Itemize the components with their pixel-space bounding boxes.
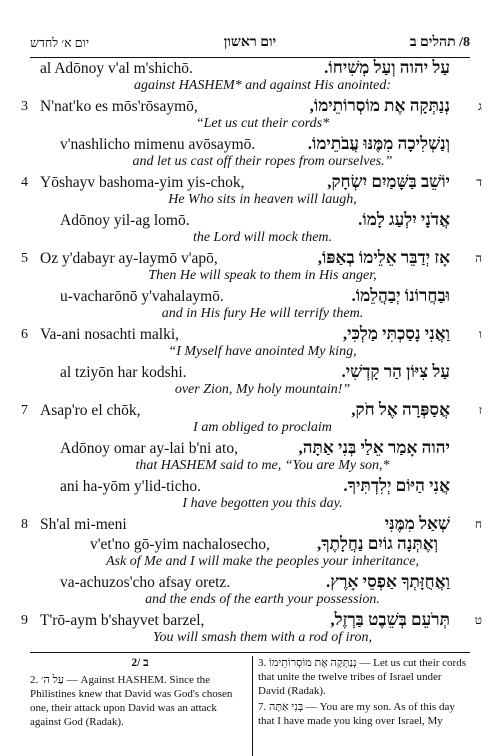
translation: Ask of Me and I will make the peoples your inheritance,: [106, 554, 419, 569]
transliteration: Yōshayv bashoma-yim yis-chok,: [40, 174, 245, 191]
hebrew-text: אֲדֹנָי יִלְעַג לָמוֹ.: [358, 210, 450, 229]
transliteration: u-vacharōnō y'vahalaymō.: [60, 288, 224, 305]
verse-number: 8: [21, 517, 28, 532]
verse-line: [0, 362, 500, 382]
verse-line: [0, 534, 500, 554]
translation: I have begotten you this day.: [182, 496, 343, 511]
translation: that HASHEM said to me, “You are My son,*: [135, 458, 390, 473]
hebrew-text: יוֹשֵׁב בַּשָּׁמַיִם יִשְׂחָק,: [327, 172, 450, 191]
transliteration: Va-ani nosachti malki,: [40, 326, 180, 343]
header-page-title: 8/ תהלים ב: [409, 35, 470, 50]
verse-line: [0, 476, 500, 496]
verse-number: 3: [21, 99, 28, 114]
transliteration: Oz y'dabayr ay-laymō v'apō,: [40, 250, 218, 267]
hebrew-text: נְנַתְּקָה אֶת מוֹסְרוֹתֵימוֹ,: [309, 96, 450, 115]
translation: “I Myself have anointed My king,: [168, 344, 357, 359]
hebrew-text: אָז יְדַבֵּר אֵלֵימוֹ בְאַפּוֹ,: [317, 248, 450, 267]
translation: Then He will speak to them in His anger,: [148, 268, 377, 283]
translation: He Who sits in heaven will laugh,: [168, 192, 357, 207]
hebrew-text: וַאֲנִי נָסַכְתִּי מַלְכִּי,: [342, 324, 450, 343]
hebrew-verse-letter: ז: [478, 403, 482, 417]
verse-line: [0, 324, 500, 344]
translation: and in His fury He will terrify them.: [161, 306, 364, 321]
transliteration: Adōnoy yil-ag lomō.: [60, 212, 190, 229]
hebrew-text: יהוה אָמַר אֵלַי בְּנִי אַתָּה,: [298, 438, 450, 457]
transliteration: N'nat'ko es mōs'rōsaymō,: [40, 98, 198, 115]
notes-left-column: [30, 656, 250, 729]
transliteration: v'nashlicho mimenu avōsaymō.: [60, 136, 256, 153]
verse-line: [0, 400, 500, 420]
transliteration: v'et'no gō-yim nachalosecho,: [90, 536, 270, 553]
hebrew-verse-letter: ה: [475, 251, 482, 265]
header-day-title: יום ראשון: [223, 35, 277, 50]
hebrew-text: אֲסַפְּרָה אֶל חֹק,: [351, 400, 450, 419]
verse-line: [0, 134, 500, 154]
hebrew-text: וְנַשְׁלִיכָה מִמֶּנּוּ עֲבֹתֵימוֹ.: [307, 134, 450, 153]
verse-number: 5: [21, 251, 28, 266]
transliteration: al Adōnoy v'al m'shichō.: [40, 60, 193, 77]
notes-column-divider: [252, 656, 253, 756]
hebrew-verse-letter: ד: [476, 175, 482, 189]
transliteration: T'rō-aym b'shayvet barzel,: [40, 612, 205, 629]
notes-chapter-heading: 2/ ב: [131, 657, 149, 669]
verse-line: [0, 58, 500, 78]
note-verse-7: 7. בְּנִי אַתָּה — You are my son. As of this day that I have made you king over Israel, My: [258, 701, 455, 727]
hebrew-text: וּבַחֲרוֹנוֹ יְבַהֲלֵמוֹ.: [351, 286, 450, 305]
hebrew-verse-letter: ו: [478, 327, 482, 341]
translation: and the ends of the earth your possession.: [145, 592, 380, 607]
verse-line: [0, 286, 500, 306]
verse-line: [0, 248, 500, 268]
translation: You will smash them with a rod of iron,: [153, 630, 372, 645]
hebrew-verse-letter: ט: [474, 613, 482, 627]
hebrew-text: וַאֲחֻזָּתְךָ אַפְסֵי אָרֶץ.: [326, 572, 450, 591]
hebrew-text: עַל צִיּוֹן הַר קָדְשִׁי.: [341, 362, 450, 381]
hebrew-verse-letter: ח: [474, 517, 482, 531]
verse-number: 6: [21, 327, 28, 342]
note-verse-2: 2. עַל ה׳ — Against HASHEM. Since the Philistines knew that David was God's chosen one, their attack upon David was an attack against God (Radak).: [30, 674, 233, 728]
hebrew-text: וְאֶתְּנָה גוֹיִם נַחֲלָתֶךָ,: [317, 534, 438, 553]
hebrew-text: תְּרֹעֵם בְּשֵׁבֶט בַּרְזֶל,: [330, 610, 450, 629]
transliteration: ani ha-yōm y'lid-ticho.: [60, 478, 201, 495]
translation: I am obliged to proclaim: [193, 420, 332, 435]
translation: the Lord will mock them.: [192, 230, 333, 245]
hebrew-text: אֲנִי הַיּוֹם יְלִדְתִּיךָ.: [343, 476, 450, 495]
verse-line: [0, 610, 500, 630]
transliteration: Sh'al mi-meni: [40, 516, 127, 533]
verse-line: [0, 514, 500, 534]
verse-line: [0, 172, 500, 192]
verse-number: 4: [21, 175, 28, 190]
translation: against HASHEM* and against His anointed:: [133, 78, 392, 93]
transliteration: al tziyōn har kodshi.: [60, 364, 187, 381]
translation: and let us cast off their ropes from ourselves.”: [132, 154, 393, 169]
transliteration: va-achuzos'cho afsay oretz.: [60, 574, 231, 591]
transliteration: Adōnoy omar ay-lai b'ni ato,: [60, 440, 238, 457]
transliteration: Asap'ro el chōk,: [40, 402, 141, 419]
notes-right-column: [258, 656, 470, 728]
page-header: [30, 30, 470, 54]
verse-line: [0, 210, 500, 230]
verse-line: [0, 572, 500, 592]
verse-number: 9: [21, 613, 28, 628]
verse-number: 7: [21, 403, 28, 418]
translation: “Let us cut their cords*: [195, 116, 330, 131]
hebrew-text: עַל יהוה וְעַל מְשִׁיחוֹ.: [324, 58, 450, 77]
verse-block: [0, 58, 500, 648]
translation: over Zion, My holy mountain!”: [174, 382, 351, 397]
hebrew-text: שְׁאַל מִמֶּנִּי: [384, 514, 450, 533]
verse-line: [0, 96, 500, 116]
header-day: יום א׳ לחדש: [30, 36, 90, 50]
verse-line: [0, 438, 500, 458]
note-verse-3: 3. נְנַתְּקָה אֶת מוֹסְרוֹתֵימוֹ — Let us cut their cords that unite the twelve tribes of Israel under David (Radak).: [258, 657, 466, 697]
hebrew-verse-letter: ג: [478, 99, 482, 113]
notes-rule: [30, 652, 470, 653]
